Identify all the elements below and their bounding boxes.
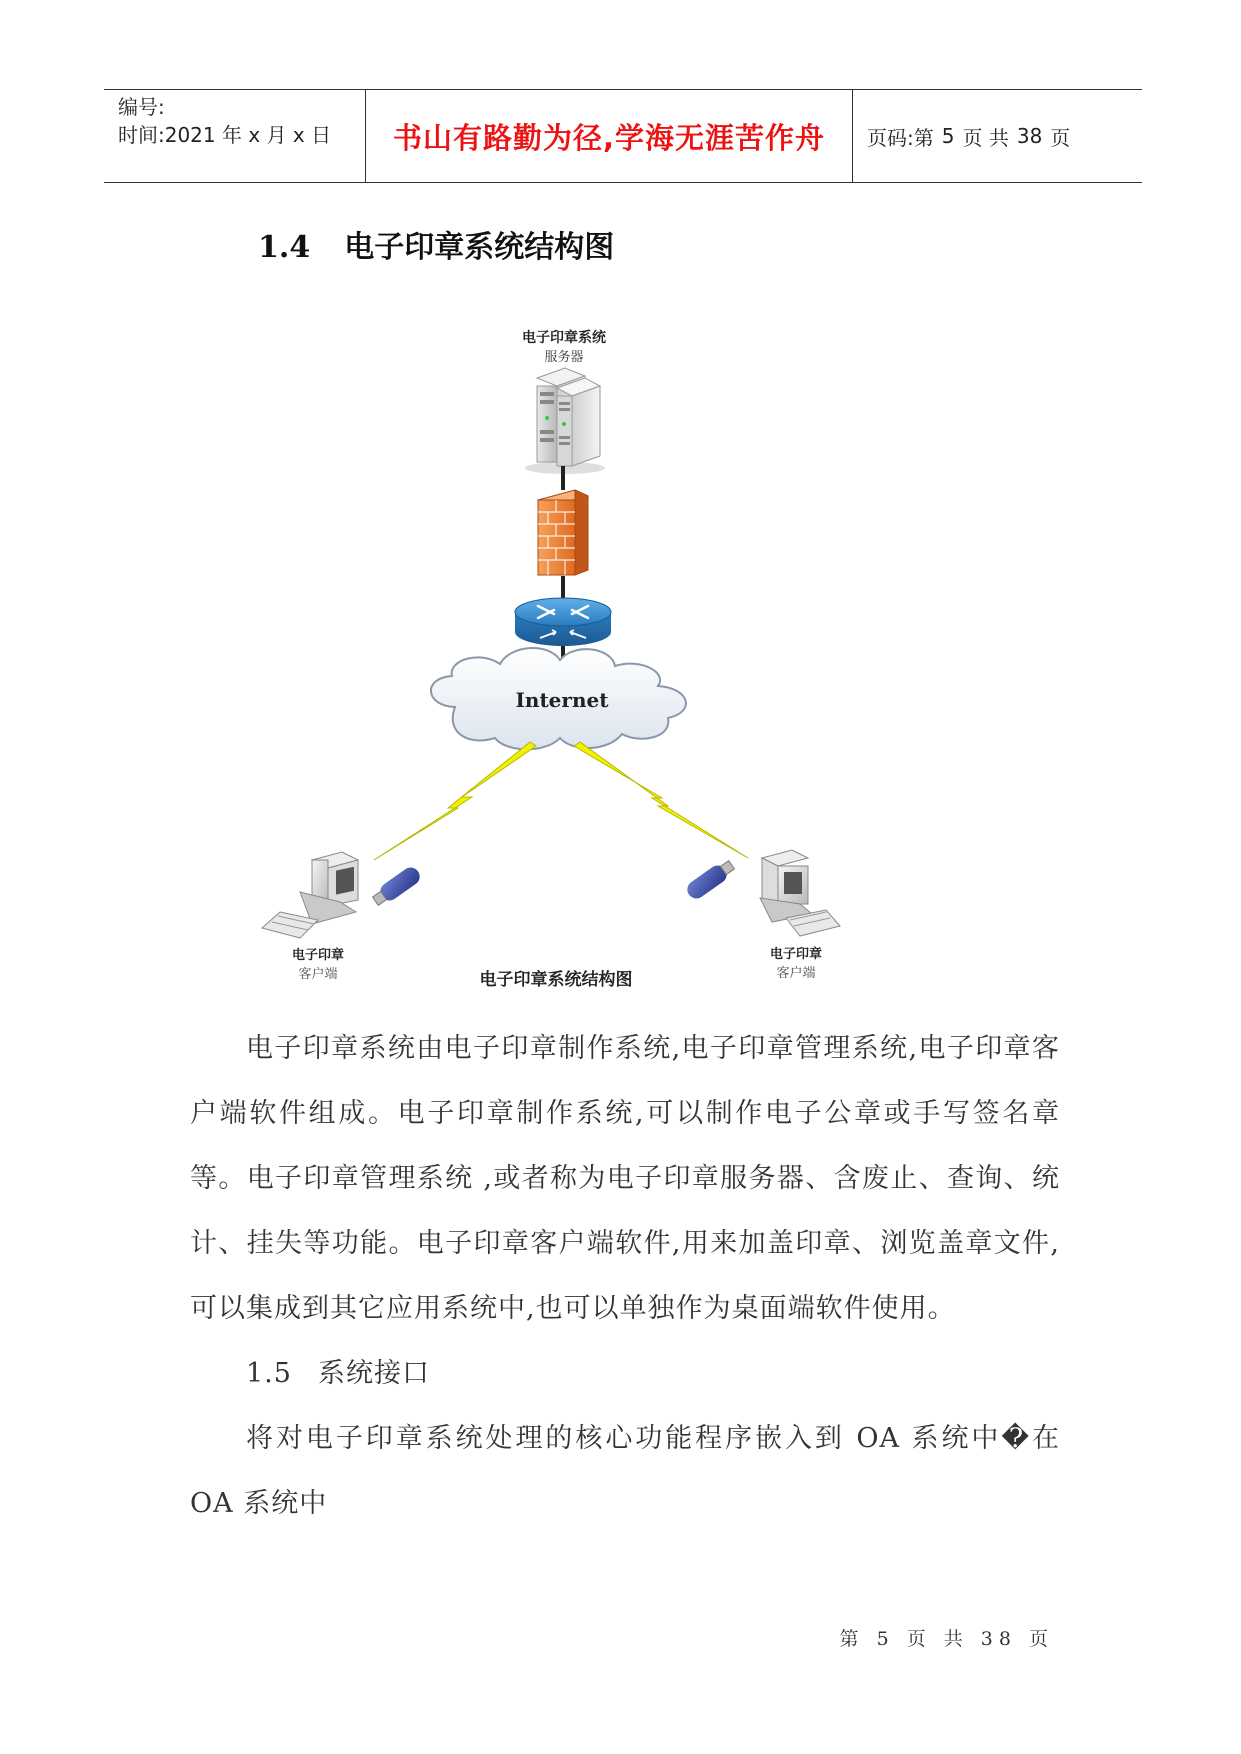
section-number: 1.4 — [258, 230, 311, 265]
server-icon — [525, 368, 605, 474]
usb-key-right-icon — [684, 857, 737, 902]
wireless-link-left — [374, 742, 536, 860]
router-icon — [515, 598, 611, 646]
client-left-label-1: 电子印章 — [291, 948, 345, 963]
page-header — [104, 89, 1142, 183]
page-footer: 第 5 页 共 38 页 — [839, 1628, 1054, 1650]
usb-key-left-icon — [370, 864, 423, 909]
page-total: 38 — [1016, 124, 1043, 148]
cloud-label: Internet — [515, 688, 609, 712]
section-heading — [258, 222, 614, 266]
page-number: 5 — [941, 124, 955, 148]
page-mid-text: 页 共 — [962, 125, 1009, 150]
subsection-heading — [190, 1341, 1060, 1406]
header-middle-cell — [366, 90, 853, 182]
header-left-cell — [104, 90, 366, 182]
client-computer-right-icon — [760, 850, 840, 936]
serial-label: 编号: — [118, 95, 165, 119]
paragraph-1: 电子印章系统由电子印章制作系统,电子印章管理系统,电子印章客户端软件组成。电子印章制作系统,可以制作电子公章或手写签名章等。电子印章管理系统 ,或者称为电子印章服务器、含废止、查询、统计、挂失等功能。电子印章客户端软件,用来加盖印章、浏览盖章文件,可以集成到其它应用系统中,也可以单独作为桌面端软件使用。 — [190, 1033, 1060, 1324]
client-computer-left-icon — [262, 852, 358, 938]
client-right-label-2: 客户端 — [776, 966, 816, 981]
diagram-caption: 电子印章系统结构图 — [479, 970, 633, 990]
time-label: 时间:2021 年 x 月 x 日 — [118, 123, 332, 147]
server-label-2: 服务器 — [544, 350, 584, 365]
page-label: 页码:第 — [867, 125, 934, 150]
header-right-cell — [853, 90, 1142, 182]
section-title: 电子印章系统结构图 — [344, 230, 615, 265]
server-label-1: 电子印章系统 — [522, 330, 606, 346]
subsection-number: 1.5 — [246, 1358, 292, 1389]
client-left-label-2: 客户端 — [298, 967, 338, 982]
paragraph-2: 将对电子印章系统处理的核心功能程序嵌入到 OA 系统中�在 OA 系统中 — [190, 1423, 1060, 1519]
page-end-text: 页 — [1050, 125, 1071, 150]
header-motto: 书山有路勤为径,学海无涯苦作舟 — [392, 120, 826, 155]
body-text — [190, 1016, 1060, 1536]
client-right-label-1: 电子印章 — [769, 947, 823, 962]
firewall-icon — [538, 490, 588, 575]
subsection-title: 系统接口 — [317, 1358, 430, 1389]
wireless-link-right — [574, 742, 748, 858]
